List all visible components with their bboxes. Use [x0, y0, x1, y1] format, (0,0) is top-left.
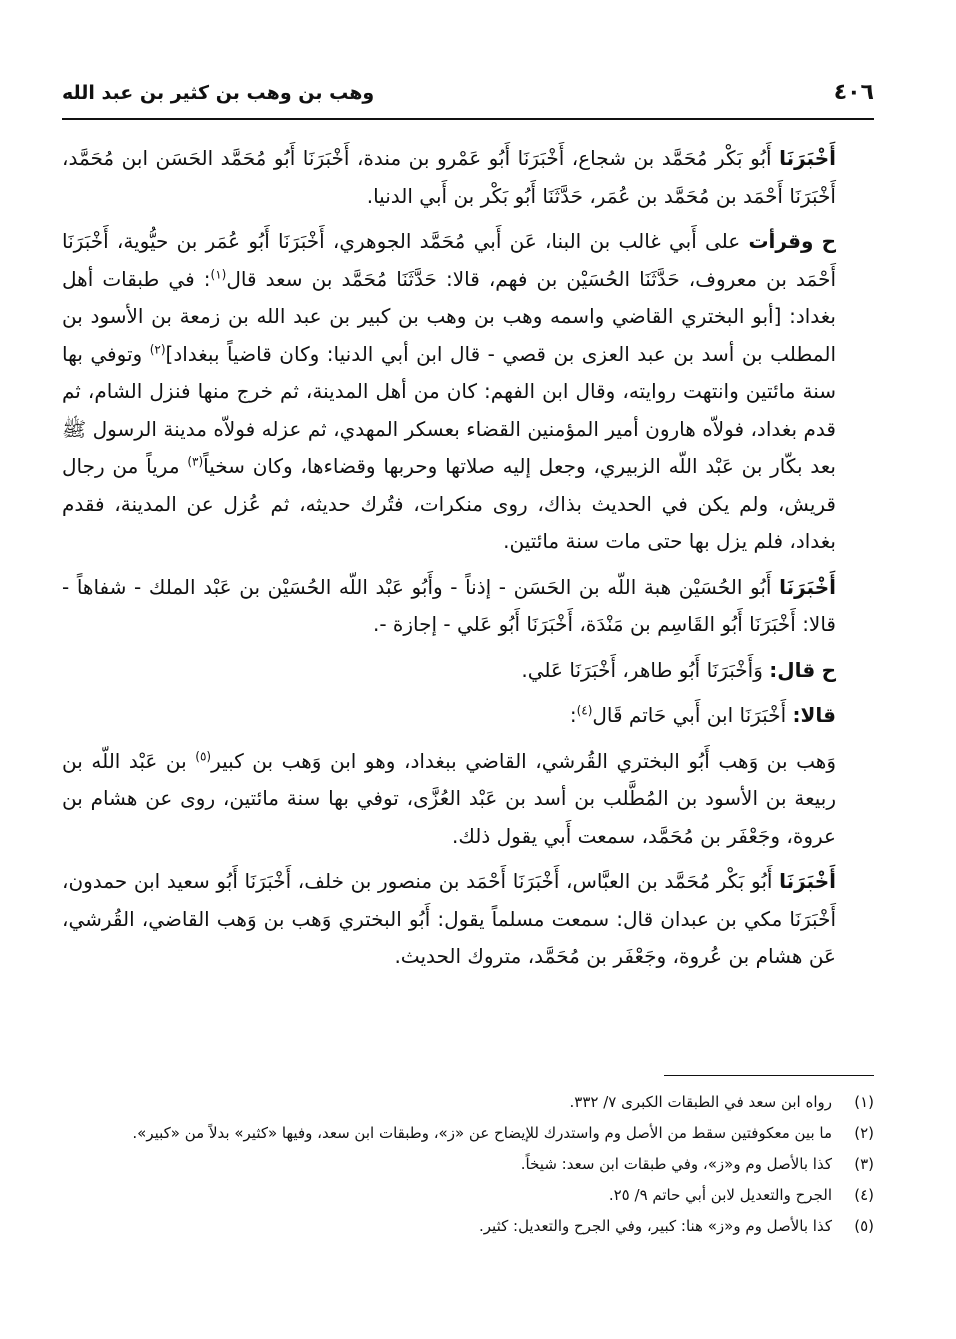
footnote-ref-5[interactable]: (٥) — [195, 748, 212, 763]
paragraph-5 — [62, 697, 874, 735]
page-header — [62, 78, 874, 120]
footnote — [62, 1150, 874, 1178]
footnote-ref-3[interactable]: (٣) — [187, 454, 204, 469]
paragraph-6-text-b: بن عَبْد اللّه بن ربيعة بن الأسود بن المُطَّلب بن أسد بن عَبْد العُزَّى، توفي بها سنة مائتين، روى عن هشام بن عروة، وجَعْفَر بن مُحَمَّد، سمعت أَبي يقول ذلك. — [62, 748, 836, 848]
footnote-number: (٣) — [854, 1155, 874, 1173]
paragraph-7-text: أَبُو بَكْر مُحَمَّد بن العبَّاس، أَخْبَرَنَا أَحْمَد بن منصور بن خلف، أَخْبَرَنَا أَبُو سعيد ابن حمدون، أَخْبَرَنَا مكي بن عبدان قال: سمعت مسلماً يقول: أَبُو البختري وَهب بن وَهب القاضي، القُرشي، عَن هشام بن عُروة، وجَعْفَر بن مُحَمَّد، متروك الحديث. — [62, 869, 836, 968]
paragraph-5-text: أَخْبَرَنَا ابن أَبي حَاتم قَال — [592, 703, 787, 727]
paragraph-4-text: وَأَخْبَرَنَا أَبُو طاهر، أَخْبَرَنَا عَلي. — [521, 657, 763, 682]
footnote — [62, 1119, 874, 1147]
footnote-divider — [664, 1075, 874, 1076]
paragraph-5-end: : — [569, 703, 577, 727]
keyword-qala: قال: — [769, 657, 816, 682]
page-number: ٤٠٦ — [833, 80, 874, 105]
footnote — [62, 1212, 874, 1240]
paragraph-2-text-c: وتوفي بها سنة مائتين وانتهت روايته، وقال ابن الفهم: كان من أهل المدينة، ثم خرج منها فنزل الشام، ثم قدم بغداد، فولاّه هارون أمير المؤمنين القضاء بعسكر المهدي، ثم عزله فولاّه مدينة الرسول ﷺ بعد بكّار بن عَبْد اللّه الزبيري، وجعل إليه صلاتها وحربها وقضاءها، وكان سخياً — [62, 341, 836, 478]
tahwil-symbol: ح — [821, 657, 836, 682]
footnote-text: ما بين معكوفتين سقط من الأصل وم واستدرك للإيضاح عن «ز»، وطبقات ابن سعد، وفيها «كثير» بدلاً من «كبير». — [132, 1124, 832, 1142]
keyword-qaraat: وقرأت — [748, 229, 814, 253]
footnotes — [62, 1088, 874, 1243]
footnote-text: كذا بالأصل وم و«ز» هنا: كبير، وفي الجرح والتعديل: كثير. — [479, 1217, 832, 1235]
footnote-ref-4[interactable]: (٤) — [576, 703, 593, 718]
footnote-text: الجرح والتعديل لابن أبي حاتم ٩/ ٢٥. — [608, 1186, 832, 1204]
footnote-ref-2[interactable]: (٢) — [149, 341, 166, 356]
keyword-akhbarana: أَخْبَرَنَا — [779, 146, 836, 170]
footnote-ref-1[interactable]: (١) — [210, 266, 227, 281]
paragraph-7 — [62, 863, 874, 976]
footnote — [62, 1181, 874, 1209]
paragraph-3-text: أَبُو الحُسَيْن هبة اللّه بن الحَسَن - إذناً - وأَبُو عَبْد اللّه الحُسَيْن بن عَبْد الملك - شفاهاً - قالا: أَخْبَرَنَا أَبُو القَاسِم بن مَنْدَة، أَخْبَرَنَا أَبُو عَلي - إجازة -. — [62, 574, 836, 636]
paragraph-6-text-a: وَهب بن وَهب أَبُو البختري القُرشي، القاضي ببغداد، وهو ابن وَهب بن كبير — [211, 748, 836, 773]
footnote-number: (٤) — [854, 1186, 874, 1204]
paragraph-2-text-b: : في طبقات أهل بغداد: [أبو البختري القاضي واسمه وهب بن وهب بن كبير بن عبد الله بن زمعة بن الأسود بن المطلب بن أسد بن عبد العزى بن قصي - قال ابن أبي الدنيا: وكان قاضياً ببغداد] — [62, 266, 837, 366]
footnote-text: رواه ابن سعد في الطبقات الكبرى ٧/ ٣٣٢. — [569, 1093, 832, 1111]
paragraph-2-text-a: على أَبي غالب بن البنا، عَن أَبي مُحَمَّد الجوهري، أَخْبَرَنَا أَبُو عُمَر بن حيُّوية، أَخْبَرَنَا أَحْمَد بن معروف، حَدَّثَنَا الحُسَيْن بن فهم، قالا: حَدَّثَنَا مُحَمَّد بن سعد قال — [62, 229, 836, 291]
tahwil-symbol: ح — [821, 229, 837, 253]
footnote — [62, 1088, 874, 1116]
footnote-number: (٥) — [854, 1217, 874, 1235]
paragraph-2-text-d: مرياً من رجال قريش، ولم يكن في الحديث بذاك، روى منكرات، فتُرك حديثه، ثم عُزل عن المدينة، فقدم بغداد، فلم يزل بها حتى مات سنة مائتين. — [62, 454, 836, 553]
footnote-text: كذا بالأصل وم و«ز»، وفي طبقات ابن سعد: شيخاً. — [520, 1155, 832, 1173]
paragraph-1-text: أَبُو بَكْر مُحَمَّد بن شجاع، أَخْبَرَنَا أَبُو عَمْرو بن مندة، أَخْبَرَنَا أَبُو مُحَمَّد الحَسَن ابن مُحَمَّد، أَخْبَرَنَا أَحْمَد بن مُحَمَّد بن عُمَر، حَدَّثَنَا أَبُو بَكْر بن أَبي الدنيا. — [62, 146, 836, 208]
keyword-akhbarana: أَخْبَرَنَا — [779, 574, 836, 599]
main-text — [62, 140, 874, 984]
keyword-qalaa: قالا: — [792, 703, 836, 727]
paragraph-2 — [62, 223, 874, 561]
paragraph-1 — [62, 140, 874, 215]
keyword-akhbarana: أَخْبَرَنَا — [779, 869, 836, 893]
paragraph-6 — [62, 743, 874, 856]
footnote-number: (١) — [854, 1093, 874, 1111]
running-title: وهب بن وهب بن كثير بن عبد الله — [62, 82, 375, 104]
footnote-number: (٢) — [854, 1124, 874, 1142]
paragraph-3 — [62, 569, 874, 644]
paragraph-4 — [62, 652, 874, 690]
